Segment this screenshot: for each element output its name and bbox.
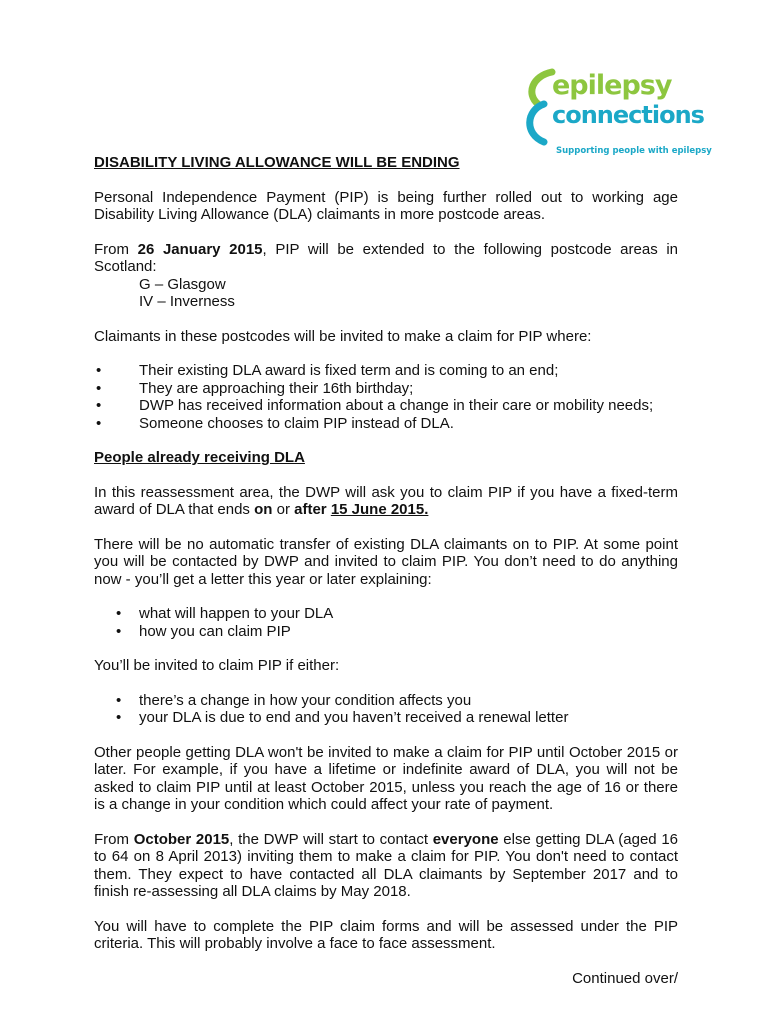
conditions-list: [94, 362, 678, 432]
october-paragraph: From October 2015, the DWP will start to contact everyone else getting DLA (aged 16 to 64 on 8 April 2013) inviting them to make a claim for PIP. You don't need to contact them. They expect to have contacted all DLA claimants by September 2017 and to finish re-assessing all DLA claims by May 2018.: [94, 830, 678, 900]
letter-item: • what will happen to your DLA: [94, 605, 678, 623]
logo-word-epilepsy: epilepsy: [552, 70, 672, 101]
epilepsy-connections-logo: [522, 68, 712, 160]
invited-item: • there’s a change in how your condition affects you: [94, 692, 678, 710]
document-title: DISABILITY LIVING ALLOWANCE WILL BE ENDING: [94, 154, 460, 171]
forms-paragraph: You will have to complete the PIP claim forms and will be assessed under the PIP criteria. This will probably involve a face to face assessment.: [94, 917, 678, 952]
condition-item: • DWP has received information about a change in their care or mobility needs;: [94, 397, 678, 415]
reassessment-paragraph: In this reassessment area, the DWP will ask you to claim PIP if you have a fixed-term award of DLA that ends on or after 15 June 2015.: [94, 483, 678, 518]
invited-intro: You’ll be invited to claim PIP if either:: [94, 657, 340, 674]
section-heading: People already receiving DLA: [94, 449, 305, 466]
others-paragraph: Other people getting DLA won't be invited to make a claim for PIP until October 2015 or later. For example, if you have a lifetime or indefinite award of DLA, you will not be asked to claim PIP until at least October 2015, unless you reach the age of 16 or there is a change in your condition which could affect your rate of payment.: [94, 743, 678, 813]
rollout-date: 26 January 2015: [137, 240, 263, 258]
claimants-intro: Claimants in these postcodes will be invited to make a claim for PIP where:: [94, 327, 592, 345]
no-transfer-paragraph: There will be no automatic transfer of existing DLA claimants on to PIP. At some point you will be contacted by DWP and invited to claim PIP. You don’t need to do anything now - you’ll get a letter this year or later explaining:: [94, 535, 678, 588]
letter-explains-list: [94, 605, 678, 640]
invited-list: [94, 692, 678, 727]
rollout-date-paragraph: From 26 January 2015, PIP will be extended to the following postcode areas in Scotland:: [94, 240, 679, 275]
postcode-item: IV – Inverness: [139, 293, 235, 310]
logo-word-connections: connections: [552, 101, 704, 129]
postcode-item: G – Glasgow: [139, 275, 226, 293]
intro-paragraph: Personal Independence Payment (PIP) is being further rolled out to working age Disability Living Allowance (DLA) claimants in more postcode areas.: [94, 188, 678, 223]
condition-item: • They are approaching their 16th birthday;: [94, 380, 678, 398]
continued-note: Continued over/: [572, 969, 678, 987]
condition-item: • Someone chooses to claim PIP instead of DLA.: [94, 415, 678, 433]
cutoff-date: 15 June 2015.: [330, 501, 429, 518]
invited-item: • your DLA is due to end and you haven’t received a renewal letter: [94, 709, 678, 727]
letter-item: • how you can claim PIP: [94, 623, 678, 641]
logo-tagline: Supporting people with epilepsy: [556, 146, 712, 156]
postcode-list: [94, 276, 678, 311]
document-body: [94, 154, 678, 987]
condition-item: • Their existing DLA award is fixed term and is coming to an end;: [94, 362, 678, 380]
